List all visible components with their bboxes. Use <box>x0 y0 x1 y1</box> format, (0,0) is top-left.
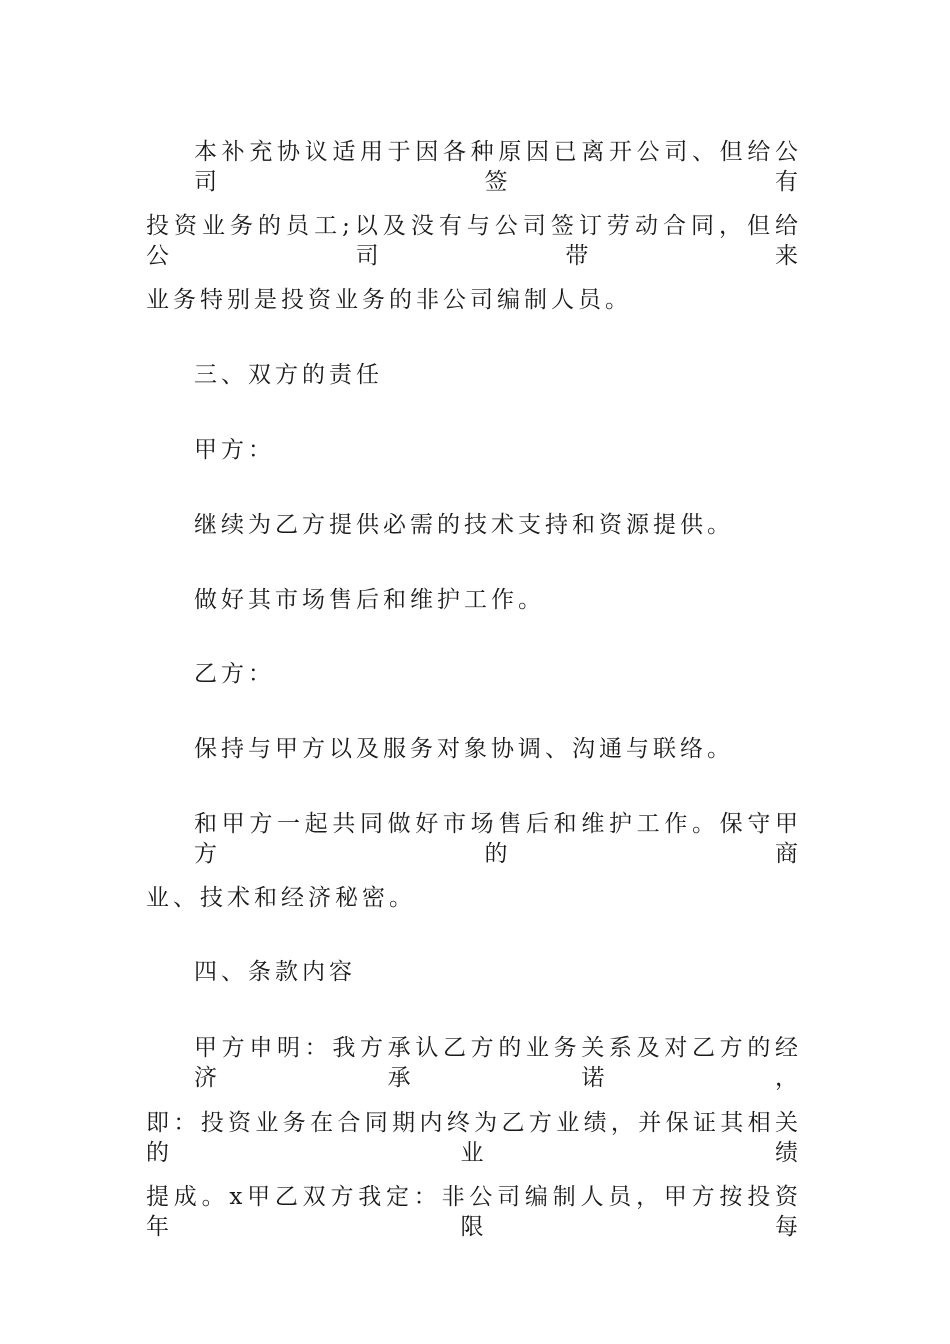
paragraph-scope-line-2: 投资业务的员工;以及没有与公司签订劳动合同，但给公司带来 <box>146 213 802 269</box>
paragraph-scope-line-3: 业务特别是投资业务的非公司编制人员。 <box>146 287 632 313</box>
party-b-duty-2-line-1: 和甲方一起共同做好市场售后和维护工作。保守甲方的商 <box>194 811 802 867</box>
terms-paragraph-line-2: 即：投资业务在合同期内终为乙方业绩，并保证其相关的业绩 <box>146 1110 802 1166</box>
terms-paragraph-line-3: 提成。x甲乙双方我定：非公司编制人员，甲方按投资年限每 <box>146 1184 802 1240</box>
party-b-duty-1: 保持与甲方以及服务对象协调、沟通与联络。 <box>194 736 734 762</box>
party-a-duty-2: 做好其市场售后和维护工作。 <box>194 587 545 613</box>
section-heading-responsibilities: 三、双方的责任 <box>194 362 383 388</box>
party-a-duty-1: 继续为乙方提供必需的技术支持和资源提供。 <box>194 512 734 538</box>
section-heading-terms: 四、条款内容 <box>194 959 356 985</box>
paragraph-scope-line-1: 本补充协议适用于因各种原因已离开公司、但给公司签有 <box>194 139 802 195</box>
terms-paragraph-line-1: 甲方申明：我方承认乙方的业务关系及对乙方的经济承诺， <box>194 1035 802 1091</box>
party-b-duty-2-line-2: 业、技术和经济秘密。 <box>146 885 416 911</box>
party-b-label: 乙方： <box>194 661 275 687</box>
party-a-label: 甲方： <box>194 437 275 463</box>
